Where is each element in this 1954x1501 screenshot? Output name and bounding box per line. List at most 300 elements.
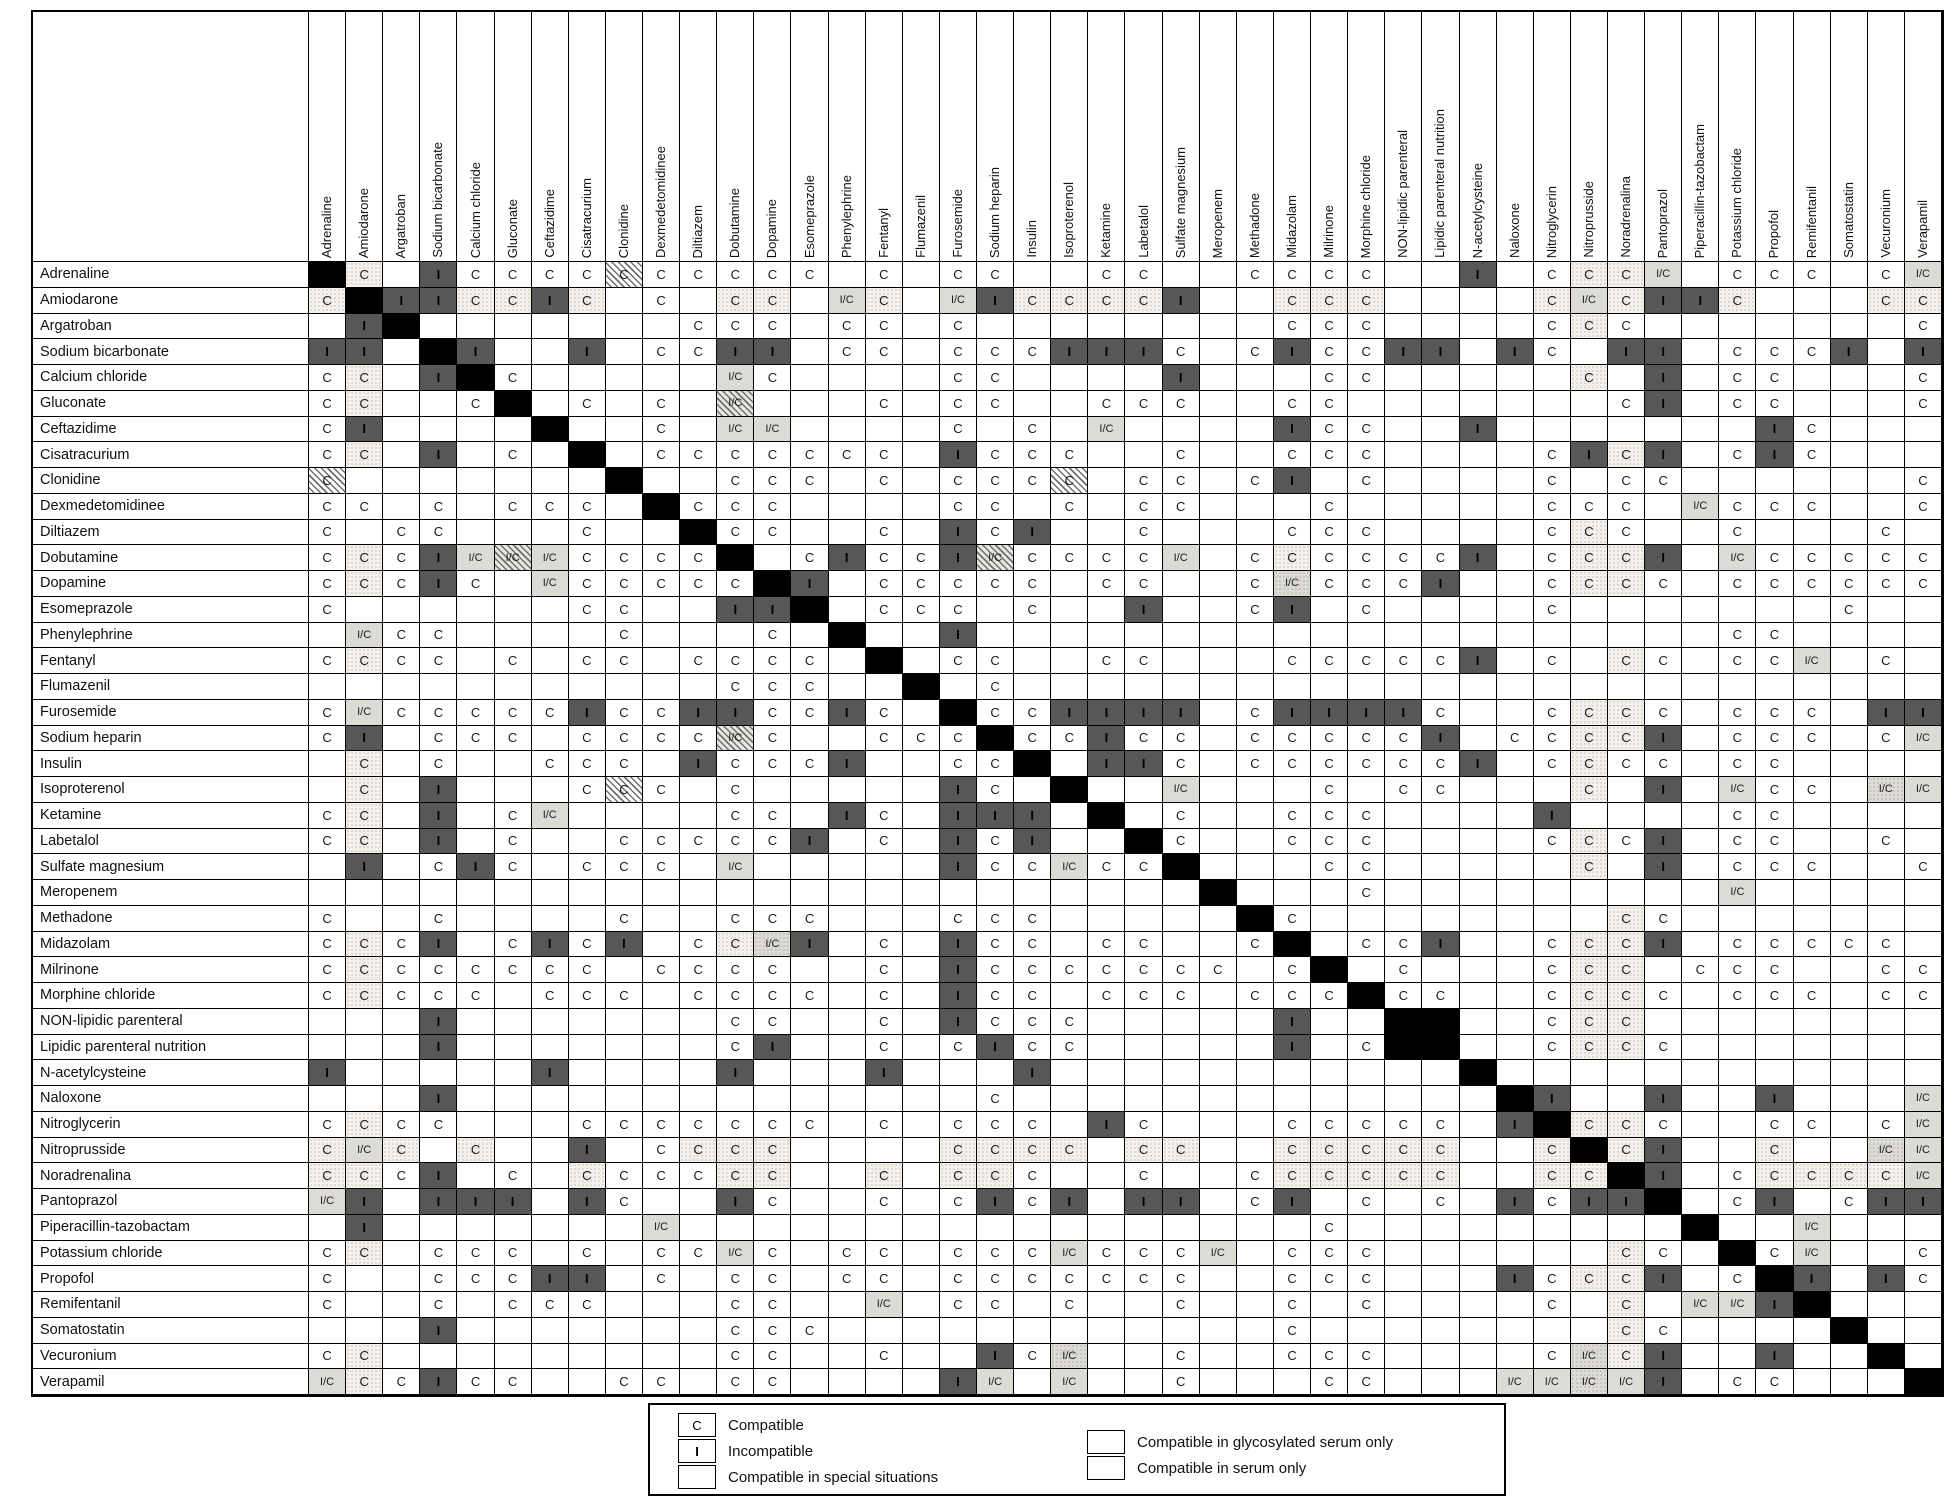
matrix-cell (1422, 880, 1459, 906)
matrix-cell (1905, 520, 1942, 546)
matrix-cell: C (457, 700, 494, 726)
matrix-cell: C (1534, 314, 1571, 340)
matrix-cell (1905, 1344, 1942, 1370)
matrix-cell (569, 442, 606, 468)
column-header-lipidic-parenteral-nutrition (1422, 12, 1459, 262)
matrix-cell (1719, 1086, 1756, 1112)
matrix-cell (1237, 880, 1274, 906)
matrix-cell: C (532, 751, 569, 777)
column-header-vecuronium (1868, 12, 1905, 262)
matrix-cell (309, 1035, 346, 1061)
matrix-cell: C (569, 1292, 606, 1318)
matrix-cell: C (457, 262, 494, 288)
matrix-cell (791, 597, 828, 623)
matrix-cell: C (1348, 803, 1385, 829)
matrix-cell: C (977, 829, 1014, 855)
matrix-cell (383, 365, 420, 391)
matrix-cell: C (1608, 957, 1645, 983)
matrix-cell: C (383, 700, 420, 726)
matrix-cell: C (346, 751, 383, 777)
matrix-cell: I (420, 1035, 457, 1061)
matrix-cell (1200, 520, 1237, 546)
column-header-label: Morphine chloride (1358, 154, 1374, 258)
matrix-cell (1460, 777, 1497, 803)
matrix-cell (717, 545, 754, 571)
matrix-cell (569, 829, 606, 855)
matrix-cell: C (940, 417, 977, 443)
matrix-cell (1794, 597, 1831, 623)
matrix-cell: I (717, 597, 754, 623)
matrix-cell (1348, 674, 1385, 700)
matrix-cell (1868, 468, 1905, 494)
matrix-cell (903, 1060, 940, 1086)
matrix-cell: C (606, 597, 643, 623)
matrix-cell: C (1608, 520, 1645, 546)
matrix-cell: C (1534, 262, 1571, 288)
matrix-cell (829, 1086, 866, 1112)
matrix-cell (1088, 1138, 1125, 1164)
matrix-cell (977, 417, 1014, 443)
matrix-cell (1868, 597, 1905, 623)
matrix-cell: C (569, 648, 606, 674)
matrix-cell: I (532, 288, 569, 314)
matrix-cell: C (1163, 1344, 1200, 1370)
matrix-cell: I (1756, 442, 1793, 468)
matrix-cell (1385, 674, 1422, 700)
matrix-cell: C (1163, 339, 1200, 365)
matrix-cell (1534, 1112, 1571, 1138)
matrix-cell: C (1237, 468, 1274, 494)
matrix-cell (1200, 1344, 1237, 1370)
matrix-cell (1831, 288, 1868, 314)
matrix-cell (1088, 1189, 1125, 1215)
matrix-cell (643, 751, 680, 777)
matrix-cell: C (1274, 957, 1311, 983)
matrix-cell: C (1125, 262, 1162, 288)
matrix-cell (1274, 854, 1311, 880)
matrix-cell (1645, 1189, 1682, 1215)
matrix-cell (1125, 1060, 1162, 1086)
matrix-cell: C (1608, 262, 1645, 288)
matrix-cell (903, 906, 940, 932)
matrix-cell (680, 674, 717, 700)
matrix-cell: C (1237, 983, 1274, 1009)
matrix-cell: C (1905, 571, 1942, 597)
matrix-cell (1051, 803, 1088, 829)
matrix-cell (1163, 623, 1200, 649)
matrix-cell: C (1311, 494, 1348, 520)
matrix-cell (1571, 1138, 1608, 1164)
matrix-cell: C (1756, 803, 1793, 829)
matrix-cell (1682, 1369, 1719, 1395)
matrix-cell: C (383, 545, 420, 571)
matrix-cell (532, 1138, 569, 1164)
matrix-cell: C (754, 1344, 791, 1370)
matrix-cell (1497, 648, 1534, 674)
matrix-cell: C (1348, 1189, 1385, 1215)
matrix-cell (1794, 1369, 1831, 1395)
matrix-cell: C (717, 648, 754, 674)
matrix-cell (754, 880, 791, 906)
matrix-cell (680, 623, 717, 649)
matrix-cell (1274, 674, 1311, 700)
matrix-cell: C (903, 545, 940, 571)
matrix-cell (829, 648, 866, 674)
matrix-cell (1237, 1344, 1274, 1370)
matrix-cell: I/C (532, 545, 569, 571)
matrix-cell (1348, 1318, 1385, 1344)
matrix-cell: C (1608, 700, 1645, 726)
matrix-cell: C (1794, 262, 1831, 288)
matrix-cell: C (903, 726, 940, 752)
matrix-cell: C (1571, 726, 1608, 752)
matrix-cell (643, 314, 680, 340)
matrix-cell (1794, 1292, 1831, 1318)
column-header-label: Milrinone (1321, 205, 1337, 258)
matrix-cell (532, 314, 569, 340)
matrix-cell (1682, 623, 1719, 649)
matrix-cell (309, 777, 346, 803)
matrix-cell: I (977, 1344, 1014, 1370)
matrix-cell (791, 417, 828, 443)
matrix-cell (495, 1112, 532, 1138)
matrix-cell: I/C (532, 803, 569, 829)
matrix-cell (1014, 262, 1051, 288)
matrix-cell: C (977, 1086, 1014, 1112)
matrix-cell (569, 314, 606, 340)
matrix-cell (1831, 1060, 1868, 1086)
matrix-cell: C (754, 468, 791, 494)
matrix-cell: C (940, 1138, 977, 1164)
matrix-cell: C (866, 829, 903, 855)
matrix-cell: C (1608, 1112, 1645, 1138)
matrix-cell (1794, 880, 1831, 906)
matrix-cell: C (495, 1369, 532, 1395)
row-header-fentanyl: Fentanyl (33, 648, 309, 674)
matrix-cell: I (1163, 288, 1200, 314)
matrix-cell: C (1571, 520, 1608, 546)
matrix-cell (1051, 597, 1088, 623)
matrix-cell: I/C (1571, 1369, 1608, 1395)
row-header-calcium-chloride: Calcium chloride (33, 365, 309, 391)
matrix-cell (829, 1163, 866, 1189)
matrix-cell: I (940, 545, 977, 571)
matrix-cell: C (717, 571, 754, 597)
matrix-cell (1571, 623, 1608, 649)
matrix-cell: C (532, 494, 569, 520)
matrix-cell: I (1125, 597, 1162, 623)
matrix-cell (1385, 391, 1422, 417)
matrix-cell: C (977, 365, 1014, 391)
matrix-cell: C (1571, 700, 1608, 726)
matrix-cell: I (420, 1189, 457, 1215)
matrix-cell: C (1163, 468, 1200, 494)
matrix-cell (643, 674, 680, 700)
matrix-cell: C (977, 648, 1014, 674)
matrix-cell: C (346, 571, 383, 597)
matrix-cell: C (1831, 571, 1868, 597)
matrix-cell (1125, 829, 1162, 855)
matrix-cell: C (495, 829, 532, 855)
matrix-cell (1163, 520, 1200, 546)
matrix-cell: C (1534, 520, 1571, 546)
matrix-cell (1645, 597, 1682, 623)
matrix-cell: C (1348, 1163, 1385, 1189)
matrix-cell: I/C (1163, 545, 1200, 571)
matrix-cell: C (1125, 288, 1162, 314)
matrix-cell (1794, 1009, 1831, 1035)
matrix-cell (1534, 777, 1571, 803)
matrix-cell: C (940, 1035, 977, 1061)
matrix-cell: C (1274, 391, 1311, 417)
matrix-cell (1905, 674, 1942, 700)
matrix-cell (1422, 829, 1459, 855)
matrix-cell: C (1348, 1266, 1385, 1292)
matrix-cell: C (977, 1163, 1014, 1189)
matrix-cell: C (1163, 983, 1200, 1009)
column-header-potassium-chloride (1719, 12, 1756, 262)
matrix-cell (1200, 751, 1237, 777)
matrix-cell: C (457, 288, 494, 314)
matrix-cell: C (1868, 520, 1905, 546)
matrix-cell (643, 648, 680, 674)
matrix-cell: C (309, 906, 346, 932)
matrix-cell: I (1645, 545, 1682, 571)
matrix-cell (1088, 1344, 1125, 1370)
matrix-cell: I (1645, 442, 1682, 468)
row-header-furosemide: Furosemide (33, 700, 309, 726)
matrix-cell: C (1385, 726, 1422, 752)
matrix-cell: I (346, 417, 383, 443)
matrix-cell (309, 880, 346, 906)
matrix-cell (1125, 1292, 1162, 1318)
matrix-cell (1200, 1009, 1237, 1035)
matrix-cell: I/C (1905, 1086, 1942, 1112)
matrix-cell: C (977, 1009, 1014, 1035)
matrix-cell: C (1274, 829, 1311, 855)
matrix-cell: C (643, 726, 680, 752)
matrix-cell (1868, 494, 1905, 520)
matrix-cell: C (1534, 983, 1571, 1009)
matrix-cell: C (1348, 442, 1385, 468)
matrix-cell: C (1534, 1189, 1571, 1215)
matrix-cell (1348, 391, 1385, 417)
matrix-cell (420, 391, 457, 417)
matrix-cell (829, 854, 866, 880)
row-header-dobutamine: Dobutamine (33, 545, 309, 571)
matrix-cell (420, 1060, 457, 1086)
matrix-cell (1608, 1215, 1645, 1241)
matrix-cell: C (1608, 932, 1645, 958)
matrix-cell (791, 1060, 828, 1086)
matrix-cell (680, 468, 717, 494)
matrix-cell (1794, 365, 1831, 391)
matrix-cell (903, 700, 940, 726)
matrix-cell (1385, 1009, 1422, 1035)
matrix-cell: C (309, 391, 346, 417)
matrix-cell (1274, 777, 1311, 803)
matrix-cell (1460, 1112, 1497, 1138)
matrix-cell (903, 751, 940, 777)
matrix-cell (1088, 365, 1125, 391)
column-header-nitroprusside (1571, 12, 1608, 262)
matrix-cell (1163, 417, 1200, 443)
matrix-cell: C (309, 597, 346, 623)
column-header-verapamil (1905, 12, 1942, 262)
matrix-cell: C (1088, 288, 1125, 314)
matrix-cell (1682, 1112, 1719, 1138)
matrix-cell: C (1794, 545, 1831, 571)
matrix-cell: C (1311, 1138, 1348, 1164)
column-header-label: Pantoprazol (1655, 188, 1671, 258)
matrix-cell: C (346, 957, 383, 983)
matrix-cell: I (1274, 1009, 1311, 1035)
matrix-cell (1497, 1086, 1534, 1112)
matrix-cell: I/C (1088, 417, 1125, 443)
matrix-cell: C (1608, 1241, 1645, 1267)
matrix-cell (606, 803, 643, 829)
matrix-cell (1831, 1009, 1868, 1035)
matrix-cell: C (1348, 854, 1385, 880)
column-header-label: Verapamil (1914, 200, 1930, 258)
matrix-cell (1905, 417, 1942, 443)
matrix-cell: C (1348, 520, 1385, 546)
matrix-cell (1905, 751, 1942, 777)
matrix-cell (532, 1369, 569, 1395)
matrix-cell (643, 880, 680, 906)
matrix-cell (1385, 1086, 1422, 1112)
matrix-cell (1460, 726, 1497, 752)
matrix-cell: I (1274, 339, 1311, 365)
row-header-morphine-chloride: Morphine chloride (33, 983, 309, 1009)
matrix-cell (457, 1292, 494, 1318)
matrix-cell (532, 880, 569, 906)
matrix-cell: C (829, 1266, 866, 1292)
matrix-cell (1274, 1086, 1311, 1112)
matrix-cell (1905, 1060, 1942, 1086)
matrix-cell (1348, 1215, 1385, 1241)
legend-label: Compatible in serum only (1137, 1459, 1307, 1477)
matrix-cell (1497, 829, 1534, 855)
matrix-cell (903, 829, 940, 855)
matrix-cell: C (1608, 442, 1645, 468)
matrix-cell: C (717, 1266, 754, 1292)
matrix-cell: C (569, 751, 606, 777)
matrix-cell (495, 777, 532, 803)
matrix-cell (1200, 674, 1237, 700)
matrix-cell (1868, 803, 1905, 829)
column-header-propofol (1756, 12, 1793, 262)
matrix-cell (1200, 597, 1237, 623)
matrix-cell: I (754, 1035, 791, 1061)
matrix-cell: C (1163, 442, 1200, 468)
matrix-cell (1014, 391, 1051, 417)
matrix-cell: C (1534, 339, 1571, 365)
matrix-cell (383, 468, 420, 494)
matrix-cell: C (606, 1112, 643, 1138)
matrix-cell: C (1237, 700, 1274, 726)
matrix-cell: C (495, 288, 532, 314)
matrix-cell (606, 468, 643, 494)
column-header-label: Amiodarone (356, 187, 372, 258)
matrix-cell: I (1051, 339, 1088, 365)
matrix-cell (532, 726, 569, 752)
matrix-cell (1051, 1060, 1088, 1086)
matrix-cell (1682, 391, 1719, 417)
matrix-cell: C (1831, 1189, 1868, 1215)
matrix-cell: C (754, 1138, 791, 1164)
matrix-cell: C (1608, 571, 1645, 597)
matrix-cell: I (606, 932, 643, 958)
matrix-cell (569, 365, 606, 391)
matrix-cell (383, 314, 420, 340)
matrix-cell (1348, 494, 1385, 520)
matrix-cell: C (680, 314, 717, 340)
matrix-cell: C (346, 777, 383, 803)
matrix-cell: C (1014, 571, 1051, 597)
matrix-cell (495, 983, 532, 1009)
matrix-cell (866, 674, 903, 700)
matrix-cell (829, 494, 866, 520)
matrix-cell: C (569, 932, 606, 958)
matrix-cell: I (1163, 1189, 1200, 1215)
matrix-cell (495, 1009, 532, 1035)
matrix-cell (1868, 674, 1905, 700)
matrix-cell (680, 854, 717, 880)
matrix-cell (495, 1060, 532, 1086)
matrix-cell (1497, 1138, 1534, 1164)
matrix-cell: I/C (1682, 1292, 1719, 1318)
matrix-cell: I (791, 571, 828, 597)
matrix-cell (420, 597, 457, 623)
column-header-non-lipidic-parenteral (1385, 12, 1422, 262)
matrix-cell (1571, 1292, 1608, 1318)
matrix-cell (532, 854, 569, 880)
matrix-cell: I (420, 777, 457, 803)
matrix-cell (643, 1035, 680, 1061)
matrix-cell: C (1719, 1163, 1756, 1189)
matrix-cell: C (1274, 262, 1311, 288)
matrix-cell: I (1497, 339, 1534, 365)
matrix-cell (457, 623, 494, 649)
matrix-cell (606, 674, 643, 700)
matrix-cell: C (1237, 726, 1274, 752)
matrix-cell (457, 803, 494, 829)
matrix-cell: C (866, 288, 903, 314)
matrix-cell: C (1571, 777, 1608, 803)
matrix-cell (606, 314, 643, 340)
row-header-isoproterenol: Isoproterenol (33, 777, 309, 803)
matrix-cell: I (1645, 726, 1682, 752)
matrix-cell: C (643, 262, 680, 288)
matrix-cell: C (1497, 726, 1534, 752)
column-header-label: Flumazenil (912, 195, 928, 258)
matrix-cell: C (1719, 520, 1756, 546)
matrix-cell: I/C (1905, 726, 1942, 752)
matrix-cell (1831, 1344, 1868, 1370)
matrix-cell: I (829, 751, 866, 777)
matrix-cell (383, 906, 420, 932)
matrix-cell (903, 1344, 940, 1370)
matrix-cell: C (1719, 648, 1756, 674)
matrix-cell (457, 1344, 494, 1370)
matrix-cell (1682, 1318, 1719, 1344)
matrix-cell (1311, 597, 1348, 623)
row-header-insulin: Insulin (33, 751, 309, 777)
matrix-cell (309, 674, 346, 700)
matrix-cell: C (680, 545, 717, 571)
matrix-cell: C (1311, 648, 1348, 674)
